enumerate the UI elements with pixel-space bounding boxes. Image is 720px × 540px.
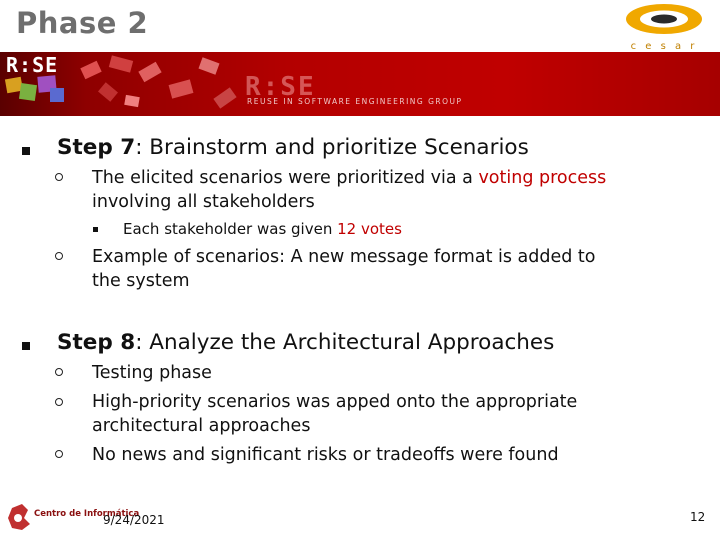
sub-sub-bullet-votes: Each stakeholder was given 12 votes (123, 220, 402, 238)
sub-bullet-marker (55, 173, 63, 181)
sub-bullet-marker (55, 252, 63, 260)
sub-bullet-marker (55, 450, 63, 458)
slide-title: Phase 2 (16, 6, 149, 40)
sub-bullet-testing: Testing phase (92, 363, 212, 383)
rise-tagline: REUSE IN SOFTWARE ENGINEERING GROUP (247, 97, 463, 106)
bullet-marker (22, 147, 30, 155)
footer-date: 9/24/2021 (103, 513, 165, 527)
bullet-step-8: Step 8: Analyze the Architectural Approaches (57, 330, 555, 355)
cesar-logo-text: c e s a r (630, 41, 698, 52)
rise-logo-large: R:SE (245, 72, 316, 102)
rise-logo-small: R:SE (6, 53, 59, 77)
sub-bullet-marker (55, 368, 63, 376)
sub-bullet-no-news: No news and significant risks or tradeoffs were found (92, 445, 559, 465)
sub-bullet-example: Example of scenarios: A new message format is added to the system (92, 247, 596, 291)
centro-informatica-text: Centro de Informática (34, 509, 140, 519)
sub-sub-bullet-marker (93, 227, 98, 232)
bullet-marker (22, 342, 30, 350)
page-number: 12 (690, 510, 706, 524)
sub-bullet-high-priority: High-priority scenarios was apped onto the appropriate architectural approaches (92, 392, 578, 436)
bullet-step-7: Step 7: Brainstorm and prioritize Scenarios (57, 135, 529, 160)
sub-bullet-voting: The elicited scenarios were prioritized via a voting process involving all stakeholders (92, 168, 607, 212)
sub-bullet-marker (55, 398, 63, 406)
